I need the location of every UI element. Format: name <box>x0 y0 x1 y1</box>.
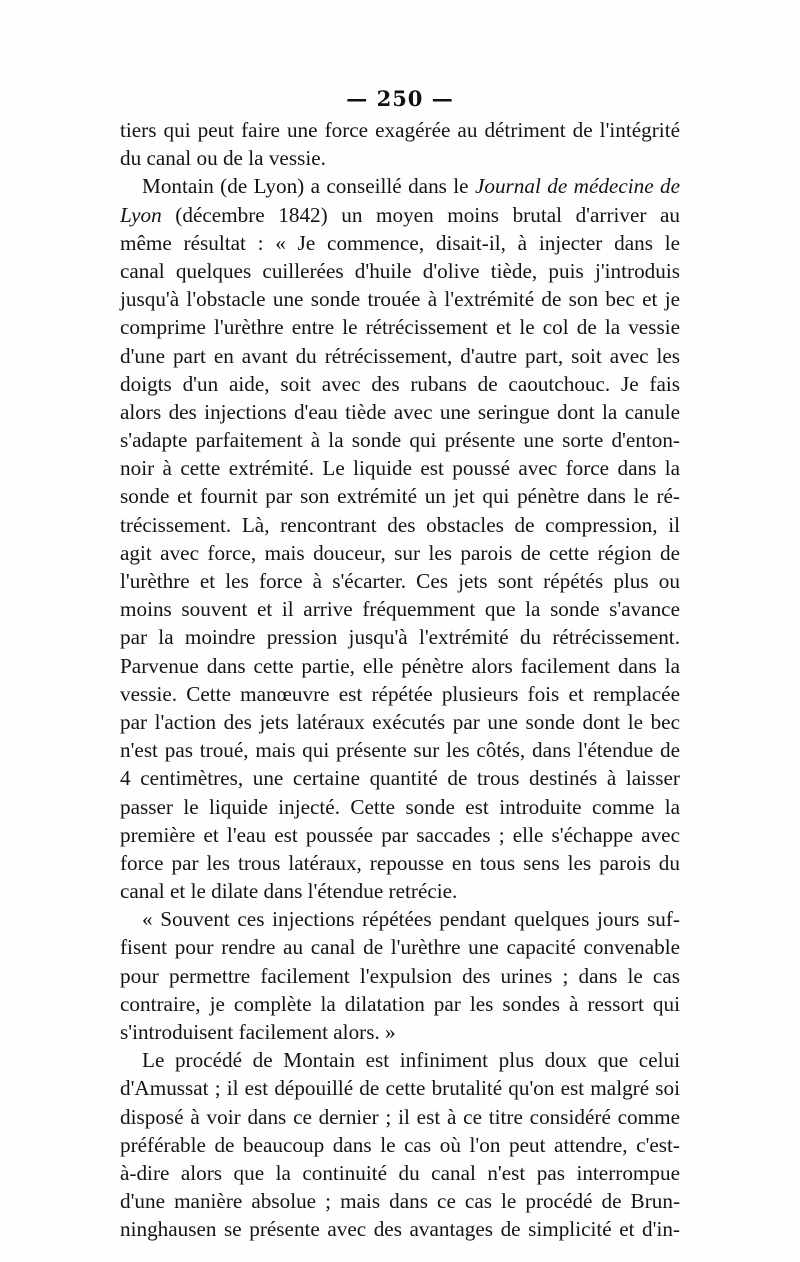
text-line: Le procédé de Montain est infiniment plus doux que celui <box>142 1048 680 1073</box>
text-line: sonde et fournit par son extrémité un jet qui pénètre dans le ré- <box>120 484 680 509</box>
text-line: par l'action des jets latéraux exécutés par une sonde dont le bec <box>120 709 680 734</box>
text-line: d'une manière absolue ; mais dans ce cas le procédé de Brun- <box>120 1189 680 1214</box>
text-line: canal et le dilate dans l'étendue retrécie. <box>120 879 458 904</box>
text-line: force par les trous latéraux, repousse en tous sens les parois du <box>120 850 680 875</box>
text-line: canal quelques cuillerées d'huile d'olive tiède, puis j'introduis <box>120 258 680 283</box>
text-line: pour permettre facilement l'expulsion des urines ; dans le cas <box>120 963 680 988</box>
text-line: s'adapte parfaitement à la sonde qui présente une sorte d'enton- <box>120 428 680 453</box>
text-line <box>120 201 680 229</box>
text-line: agit avec force, mais douceur, sur les parois de cette région de <box>120 540 680 565</box>
text-line: alors des injections d'eau tiède avec une seringue dont la canule <box>120 399 680 424</box>
text-line: disposé à voir dans ce dernier ; il est à ce titre considéré comme <box>120 1104 680 1129</box>
text-line: moins souvent et il arrive fréquemment que la sonde s'avance <box>120 597 680 622</box>
text-line: l'urèthre et les force à s'écarter. Ces jets sont répétés plus ou <box>120 569 680 593</box>
text-line: comprime l'urèthre entre le rétrécissement et le col de la vessie <box>120 315 680 340</box>
text-line: passer le liquide injecté. Cette sonde est introduite comme la <box>120 794 680 819</box>
text-line: à-dire alors que la continuité du canal n'est pas interrompue <box>120 1160 680 1185</box>
journal-title: Journal de médecine de <box>474 174 681 199</box>
text-line: trécissement. Là, rencontrant des obstacles de compression, il <box>120 512 680 537</box>
text-line: Parvenue dans cette partie, elle pénètre alors facilement dans la <box>120 653 680 678</box>
text-segment: Montain (de Lyon) a conseillé dans le <box>142 174 475 199</box>
text-line: s'introduisent facilement alors. » <box>120 1020 396 1044</box>
text-line: d'Amussat ; il est dépouillé de cette brutalité qu'on est malgré soi <box>120 1076 680 1101</box>
text-line: d'une part en avant du rétrécissement, d'autre part, soit avec les <box>120 343 680 368</box>
text-line: n'est pas troué, mais qui présente sur les côtés, dans l'étendue de <box>120 738 680 763</box>
journal-title: Lyon <box>120 202 162 227</box>
text-line <box>120 172 680 200</box>
text-line: tiers qui peut faire une force exagérée au détriment de l'intégrité <box>120 118 680 142</box>
text-line: jusqu'à l'obstacle une sonde trouée à l'extrémité de son bec et je <box>120 287 680 312</box>
body-text <box>120 116 680 1244</box>
text-line: par la moindre pression jusqu'à l'extrémité du rétrécissement. <box>120 625 680 650</box>
text-line: première et l'eau est poussée par saccades ; elle s'échappe avec <box>120 822 680 847</box>
text-line: 4 centimètres, une certaine quantité de trous destinés à laisser <box>120 766 680 791</box>
text-segment: (décembre 1842) un moyen moins brutal d'arriver au <box>161 202 680 227</box>
text-line: noir à cette extrémité. Le liquide est poussé avec force dans la <box>120 456 680 481</box>
page-number: — 250 — <box>346 86 454 111</box>
text-line: du canal ou de la vessie. <box>120 146 326 171</box>
text-line: contraire, je complète la dilatation par les sondes à ressort qui <box>120 991 680 1016</box>
text-line: préférable de beaucoup dans le cas où l'on peut attendre, c'est- <box>120 1132 680 1157</box>
text-line: vessie. Cette manœuvre est répétée plusieurs fois et remplacée <box>120 681 680 706</box>
text-line: doigts d'un aide, soit avec des rubans de caoutchouc. Je fais <box>120 371 680 396</box>
text-line: ninghausen se présente avec des avantages de simplicité et d'in- <box>120 1217 680 1242</box>
text-line: « Souvent ces injections répétées pendant quelques jours suf- <box>142 907 680 932</box>
text-line: même résultat : « Je commence, disait-il, à injecter dans le <box>120 230 680 255</box>
text-line: fisent pour rendre au canal de l'urèthre une capacité convenable <box>120 935 680 960</box>
